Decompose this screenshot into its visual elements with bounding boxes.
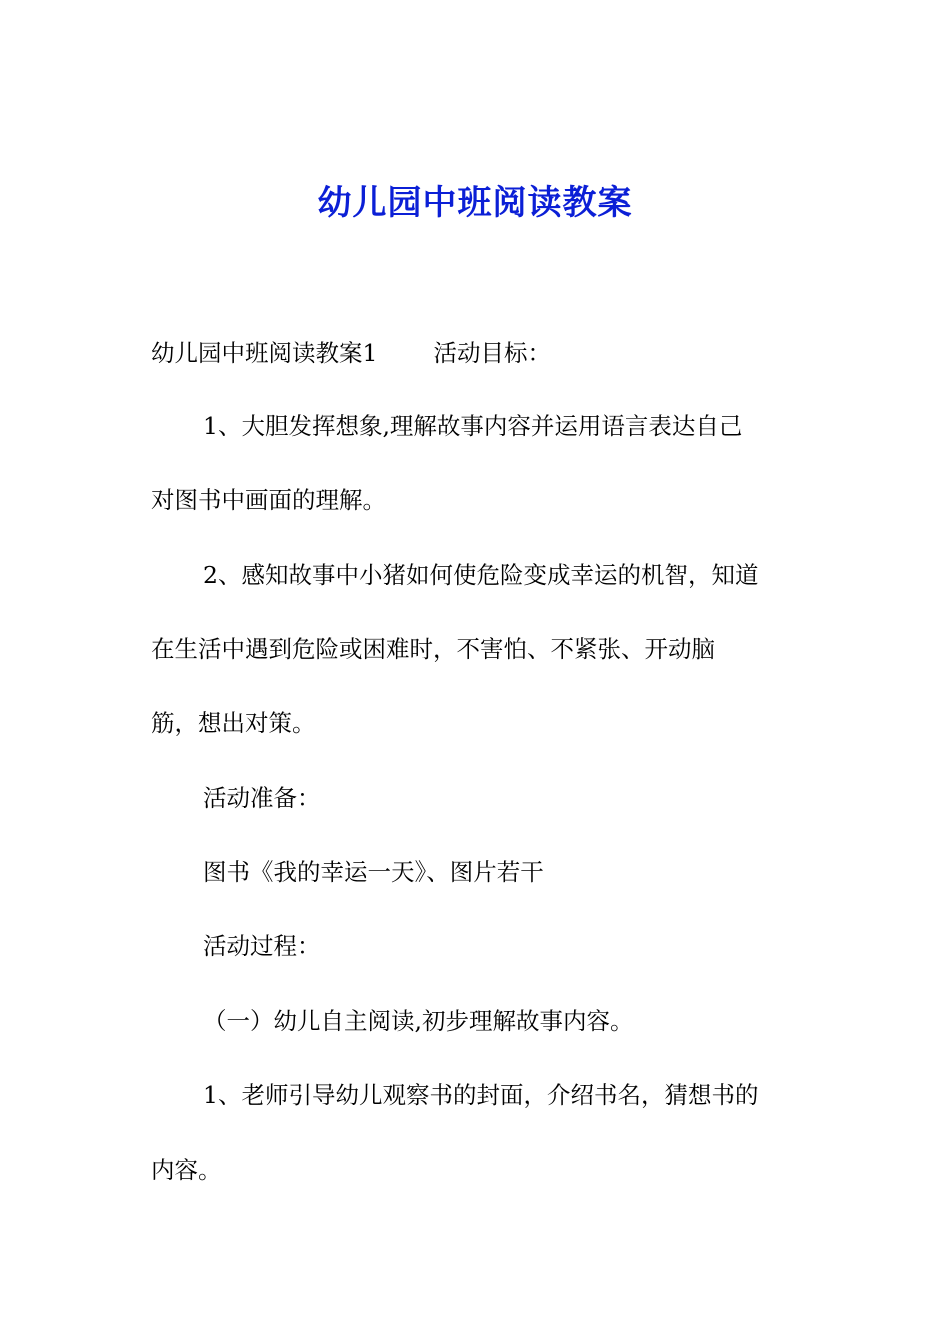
goal-1-line-1: 1、大胆发挥想象,理解故事内容并运用语言表达自己 [203,412,743,440]
heading-line [151,335,551,371]
preparation-text: 图书《我的幸运一天》、图片若干 [203,858,544,886]
preparation-heading: 活动准备： [203,784,321,812]
goal-2-line-2: 在生活中遇到危险或困难时，不害怕、不紧张、开动脑 [151,635,715,663]
goal-2-line-1: 2、感知故事中小猪如何使危险变成幸运的机智，知道 [203,561,759,589]
goal-2-line-3: 筋，想出对策。 [151,709,316,737]
goal-1-line-2: 对图书中画面的理解。 [151,486,386,514]
process-step-1-heading: （一）幼儿自主阅读,初步理解故事内容。 [203,1007,634,1035]
process-step-1-line-2: 内容。 [151,1156,222,1184]
lesson-plan-label: 幼儿园中班阅读教案1 [151,339,378,367]
document-title: 幼儿园中班阅读教案 [317,183,633,223]
process-step-1-line-1: 1、老师引导幼儿观察书的封面，介绍书名，猜想书的 [203,1081,759,1109]
process-heading: 活动过程： [203,932,321,960]
activity-goals-label: 活动目标： [433,339,551,367]
